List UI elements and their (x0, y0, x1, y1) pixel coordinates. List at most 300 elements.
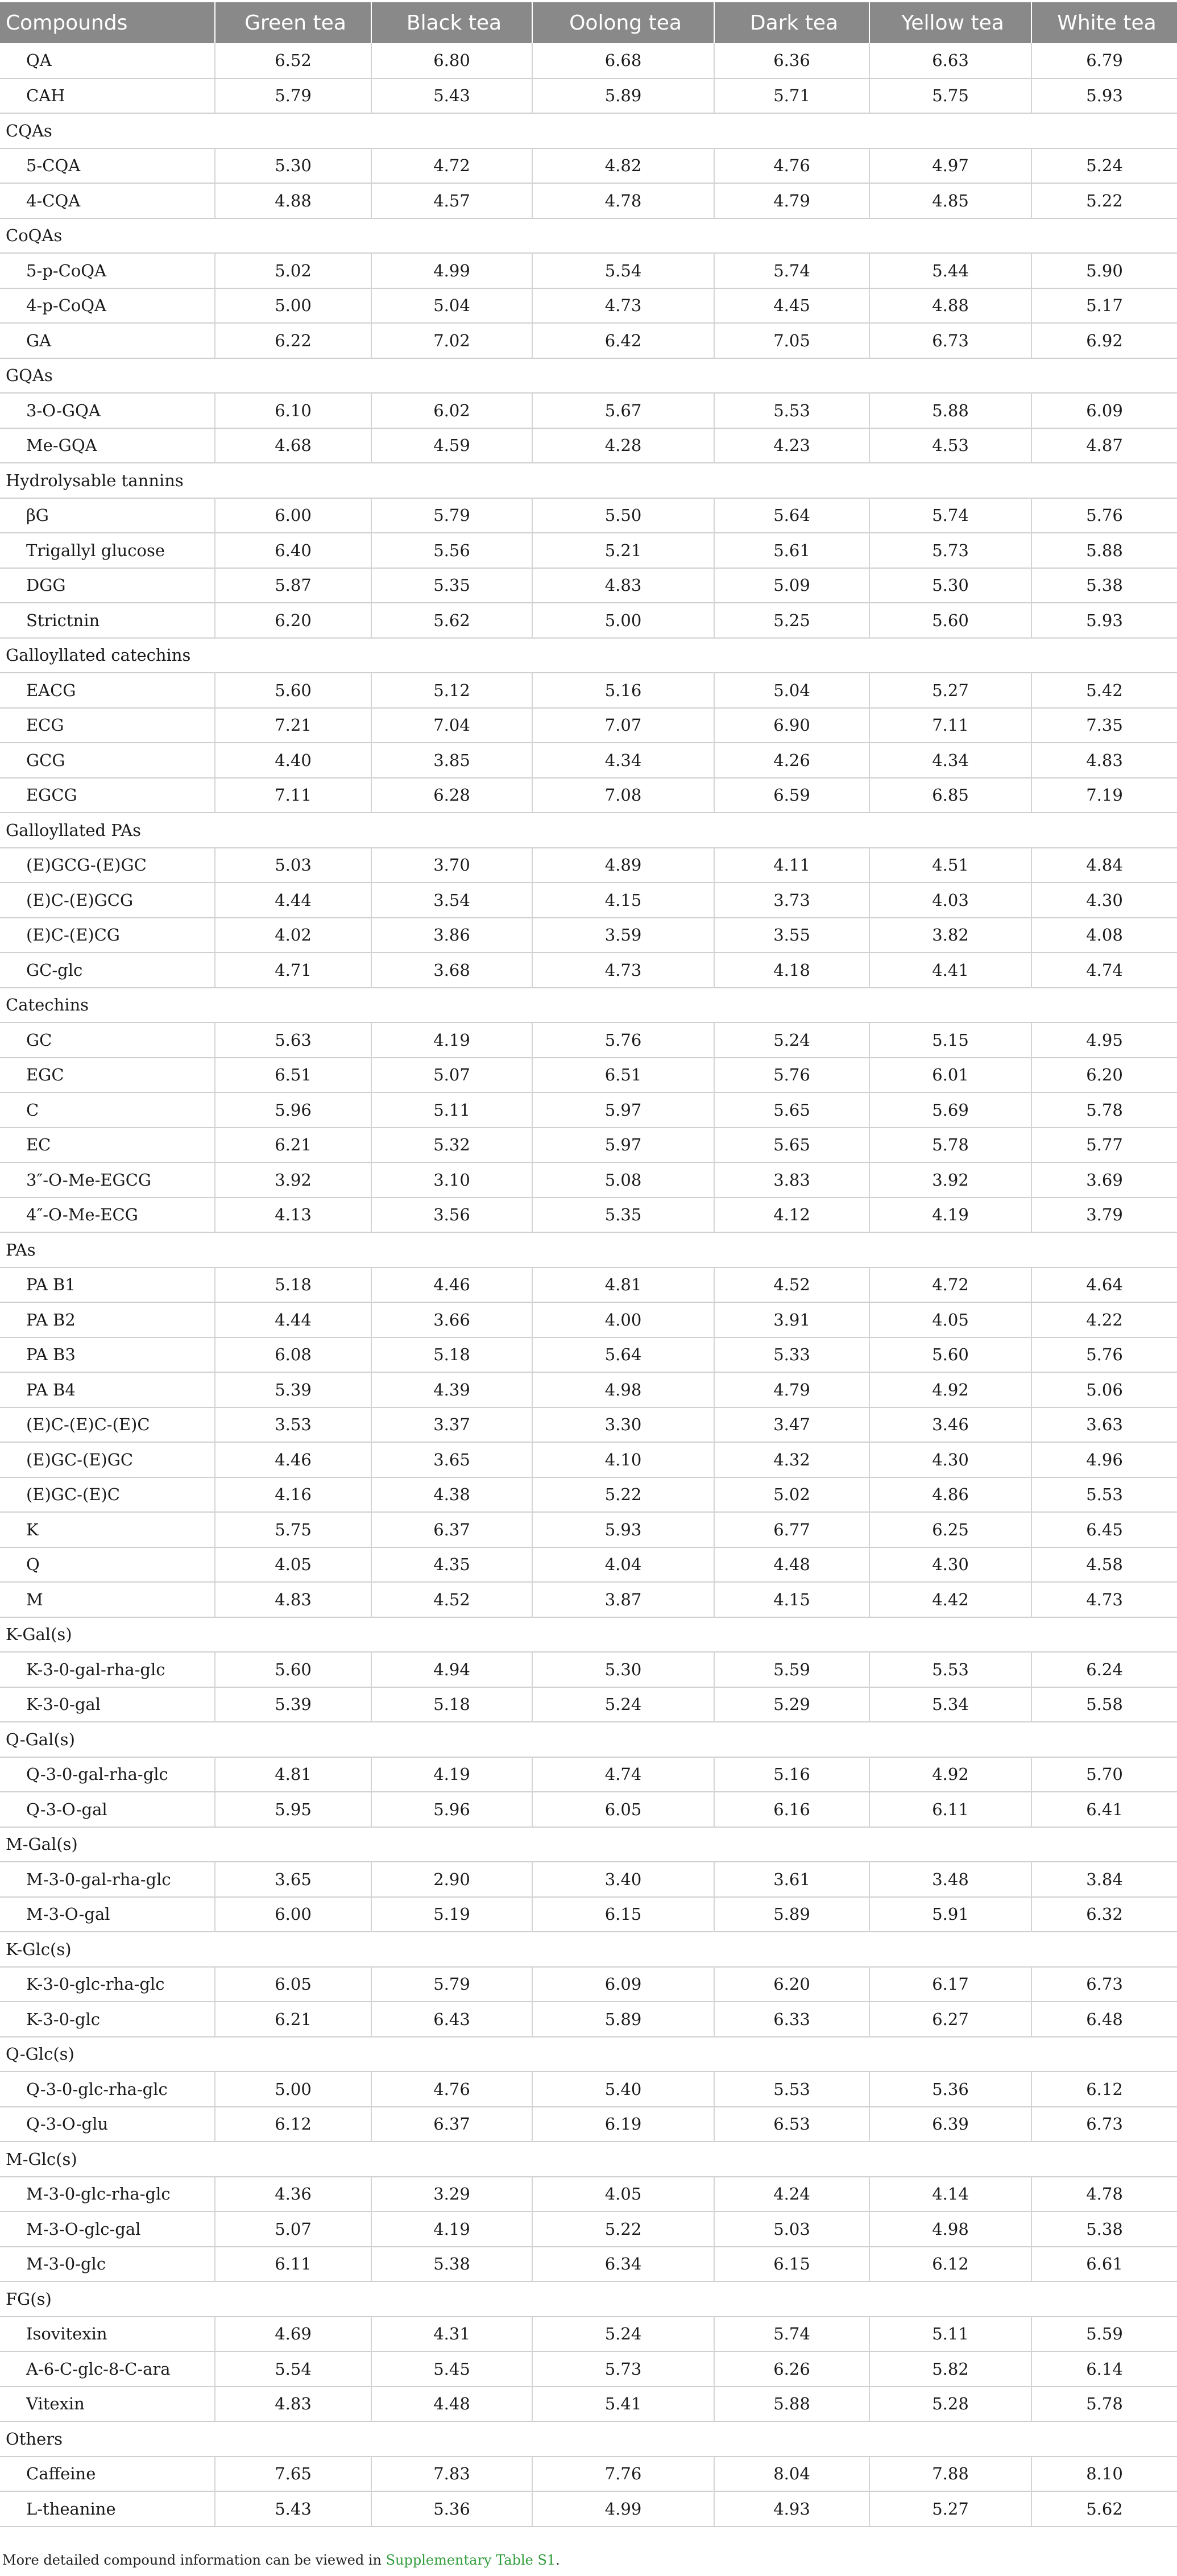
value-cell: 6.21 (215, 2002, 371, 2037)
value-cell: 5.24 (1086, 156, 1123, 176)
value-cell: 5.88 (1086, 540, 1123, 560)
value-cell: 4.08 (1086, 925, 1123, 945)
table-row (0, 1547, 1177, 1583)
compound-name: (E)C-(E)CG (0, 918, 215, 953)
table-row (0, 1058, 1177, 1093)
compound-name: Caffeine (0, 2457, 215, 2492)
value-cell: 4.83 (532, 568, 714, 603)
compound-name: ECG (0, 708, 215, 743)
value-cell: 5.95 (215, 1792, 371, 1827)
value-cell: 7.35 (1086, 715, 1123, 735)
compound-name: 4-p-CoQA (0, 288, 215, 324)
header-row (0, 2, 1177, 43)
value-cell: 4.19 (371, 1757, 532, 1792)
value-cell: 5.79 (371, 1967, 532, 2002)
value-cell: 5.39 (215, 1372, 371, 1407)
value-cell: 4.79 (714, 1372, 869, 1407)
value-cell: 5.39 (215, 1687, 371, 1722)
value-cell: 3.84 (1086, 1869, 1123, 1889)
value-cell: 5.24 (532, 1687, 714, 1722)
value-cell: 6.24 (1086, 1659, 1123, 1679)
value-cell: 5.78 (1086, 1100, 1123, 1120)
value-cell: 4.16 (215, 1477, 371, 1513)
value-cell: 5.90 (1086, 260, 1123, 280)
value-cell: 5.35 (532, 1198, 714, 1233)
value-cell: 7.88 (869, 2457, 1031, 2492)
value-cell: 5.93 (1086, 610, 1123, 630)
value-cell: 5.16 (532, 673, 714, 708)
group-label: CQAs (6, 121, 52, 140)
value-cell: 6.77 (714, 1512, 869, 1547)
value-cell: 5.42 (1086, 680, 1123, 700)
table-row (0, 2211, 1177, 2247)
value-cell: 6.48 (1086, 2009, 1123, 2029)
value-cell: 5.12 (371, 673, 532, 708)
value-cell: 5.76 (714, 1058, 869, 1093)
value-cell: 6.21 (215, 1128, 371, 1163)
table-row (0, 2177, 1177, 2212)
value-cell: 4.71 (215, 952, 371, 988)
compound-name: L-theanine (0, 2491, 215, 2527)
group-row (0, 988, 1177, 1023)
compound-name: Trigallyl glucose (0, 533, 215, 568)
value-cell: 4.78 (1086, 2184, 1123, 2204)
footnote-suffix: . (556, 2552, 560, 2568)
value-cell: 4.99 (532, 2491, 714, 2527)
value-cell: 4.76 (371, 2072, 532, 2107)
value-cell: 5.93 (532, 1512, 714, 1547)
value-cell: 4.44 (215, 1302, 371, 1337)
value-cell: 4.05 (869, 1302, 1031, 1337)
value-cell: 5.75 (215, 1512, 371, 1547)
value-cell: 5.27 (869, 673, 1031, 708)
compound-name: EACG (0, 673, 215, 708)
value-cell: 5.06 (1086, 1380, 1123, 1399)
value-cell: 7.11 (869, 708, 1031, 743)
supplementary-table-link[interactable]: Supplementary Table S1 (386, 2552, 556, 2568)
value-cell: 5.03 (215, 848, 371, 883)
header-dark-tea: Dark tea (714, 2, 869, 43)
value-cell: 8.10 (1086, 2464, 1123, 2484)
table-row (0, 1757, 1177, 1792)
table-row (0, 778, 1177, 813)
value-cell: 4.15 (532, 883, 714, 918)
value-cell: 5.89 (714, 1897, 869, 1932)
value-cell: 6.92 (1086, 330, 1123, 350)
value-cell: 4.73 (1086, 1589, 1123, 1609)
value-cell: 5.76 (1086, 1345, 1123, 1365)
value-cell: 4.89 (532, 848, 714, 883)
value-cell: 3.85 (371, 743, 532, 778)
compound-name: (E)GC-(E)GC (0, 1442, 215, 1477)
value-cell: 7.21 (215, 708, 371, 743)
value-cell: 6.51 (215, 1058, 371, 1093)
value-cell: 5.38 (371, 2247, 532, 2282)
value-cell: 4.05 (215, 1547, 371, 1583)
compound-name: Q-3-0-gal-rha-glc (0, 1757, 215, 1792)
value-cell: 6.73 (1086, 2114, 1123, 2134)
group-label: M-Gal(s) (6, 1834, 78, 1854)
value-cell: 3.61 (714, 1862, 869, 1897)
value-cell: 4.18 (714, 952, 869, 988)
table-row (0, 2491, 1177, 2527)
value-cell: 7.04 (371, 708, 532, 743)
value-cell: 4.35 (371, 1547, 532, 1583)
value-cell: 4.81 (532, 1268, 714, 1303)
compound-name: C (0, 1092, 215, 1128)
value-cell: 6.12 (1086, 2079, 1123, 2099)
value-cell: 3.37 (371, 1407, 532, 1443)
value-cell: 4.57 (371, 183, 532, 218)
value-cell: 4.10 (532, 1442, 714, 1477)
value-cell: 6.02 (371, 393, 532, 428)
value-cell: 4.48 (714, 1547, 869, 1583)
table-row (0, 603, 1177, 638)
compound-name: βG (0, 498, 215, 533)
table-row (0, 952, 1177, 988)
value-cell: 5.18 (215, 1268, 371, 1303)
value-cell: 5.30 (215, 148, 371, 184)
value-cell: 3.70 (371, 848, 532, 883)
compound-name: GCG (0, 743, 215, 778)
compound-name: Isovitexin (0, 2317, 215, 2352)
table-row (0, 1652, 1177, 1687)
value-cell: 4.15 (714, 1582, 869, 1617)
group-label: Others (6, 2429, 63, 2449)
value-cell: 5.70 (1086, 1765, 1123, 1784)
group-row (0, 2037, 1177, 2072)
value-cell: 5.74 (714, 253, 869, 288)
value-cell: 4.52 (371, 1582, 532, 1617)
compound-name: CAH (0, 78, 215, 114)
value-cell: 5.22 (532, 1477, 714, 1513)
value-cell: 5.64 (714, 498, 869, 533)
value-cell: 3.29 (371, 2177, 532, 2212)
compound-name: 5-p-CoQA (0, 253, 215, 288)
compound-name: M (0, 1582, 215, 1617)
value-cell: 7.02 (371, 323, 532, 358)
group-row (0, 1617, 1177, 1653)
value-cell: 4.72 (869, 1268, 1031, 1303)
value-cell: 6.41 (1086, 1799, 1123, 1819)
group-row (0, 2281, 1177, 2317)
value-cell: 4.46 (215, 1442, 371, 1477)
value-cell: 5.79 (371, 498, 532, 533)
value-cell: 5.54 (215, 2351, 371, 2387)
value-cell: 6.19 (532, 2107, 714, 2142)
value-cell: 5.30 (869, 568, 1031, 603)
value-cell: 5.19 (371, 1897, 532, 1932)
value-cell: 4.88 (215, 183, 371, 218)
value-cell: 4.19 (371, 2211, 532, 2247)
value-cell: 6.26 (714, 2351, 869, 2387)
value-cell: 5.03 (714, 2211, 869, 2247)
value-cell: 4.14 (869, 2177, 1031, 2212)
value-cell: 4.58 (1086, 1555, 1123, 1575)
value-cell: 6.25 (869, 1512, 1031, 1547)
value-cell: 4.99 (371, 253, 532, 288)
group-row (0, 1232, 1177, 1268)
value-cell: 5.50 (532, 498, 714, 533)
value-cell: 4.73 (532, 288, 714, 324)
value-cell: 6.20 (1086, 1065, 1123, 1085)
value-cell: 7.19 (1086, 785, 1123, 805)
compound-name: PA B3 (0, 1337, 215, 1373)
value-cell: 5.04 (714, 673, 869, 708)
group-row (0, 813, 1177, 848)
value-cell: 4.68 (215, 428, 371, 463)
value-cell: 5.07 (215, 2211, 371, 2247)
value-cell: 6.32 (1086, 1904, 1123, 1924)
value-cell: 4.34 (869, 743, 1031, 778)
value-cell: 4.98 (869, 2211, 1031, 2247)
value-cell: 5.67 (532, 393, 714, 428)
group-label: K-Glc(s) (6, 1939, 72, 1959)
value-cell: 5.62 (1086, 2499, 1123, 2519)
table-row (0, 2387, 1177, 2422)
compound-name: 5-CQA (0, 148, 215, 184)
value-cell: 6.51 (532, 1058, 714, 1093)
value-cell: 5.30 (532, 1652, 714, 1687)
compound-name: K-3-0-gal (0, 1687, 215, 1722)
table-row (0, 148, 1177, 184)
value-cell: 4.73 (532, 952, 714, 988)
value-cell: 5.78 (869, 1128, 1031, 1163)
value-cell: 7.08 (532, 778, 714, 813)
value-cell: 4.05 (532, 2177, 714, 2212)
footnote-text: More detailed compound information can be viewed in (2, 2552, 386, 2568)
compound-name: 4-CQA (0, 183, 215, 218)
value-cell: 5.36 (869, 2072, 1031, 2107)
value-cell: 5.75 (869, 78, 1031, 114)
value-cell: 6.33 (714, 2002, 869, 2037)
header-oolong-tea: Oolong tea (532, 2, 714, 43)
compound-name: (E)C-(E)GCG (0, 883, 215, 918)
value-cell: 4.72 (371, 148, 532, 184)
group-label: Q-Glc(s) (6, 2044, 74, 2064)
value-cell: 4.30 (869, 1442, 1031, 1477)
value-cell: 6.27 (869, 2002, 1031, 2037)
value-cell: 5.27 (869, 2491, 1031, 2527)
value-cell: 3.40 (532, 1862, 714, 1897)
table-row (0, 1198, 1177, 1233)
compound-name: PA B4 (0, 1372, 215, 1407)
table-row (0, 848, 1177, 883)
value-cell: 6.68 (532, 43, 714, 78)
value-cell: 6.36 (714, 43, 869, 78)
value-cell: 5.88 (869, 393, 1031, 428)
value-cell: 3.73 (714, 883, 869, 918)
value-cell: 5.54 (532, 253, 714, 288)
value-cell: 5.78 (1086, 2394, 1123, 2414)
value-cell: 3.92 (869, 1162, 1031, 1198)
value-cell: 6.73 (1086, 1974, 1123, 1994)
value-cell: 5.24 (532, 2317, 714, 2352)
value-cell: 3.55 (714, 918, 869, 953)
group-label: Q-Gal(s) (6, 1729, 75, 1749)
value-cell: 3.46 (869, 1407, 1031, 1443)
value-cell: 6.14 (1086, 2359, 1123, 2379)
compound-name: Me-GQA (0, 428, 215, 463)
table-row (0, 2072, 1177, 2107)
compound-name: Strictnin (0, 603, 215, 638)
value-cell: 6.00 (215, 1897, 371, 1932)
value-cell: 5.08 (532, 1162, 714, 1198)
value-cell: 6.63 (869, 43, 1031, 78)
value-cell: 4.83 (1086, 750, 1123, 770)
value-cell: 4.51 (869, 848, 1031, 883)
table-row (0, 2002, 1177, 2037)
value-cell: 6.08 (215, 1337, 371, 1373)
value-cell: 5.43 (371, 78, 532, 114)
table-row (0, 393, 1177, 428)
value-cell: 5.16 (714, 1757, 869, 1792)
value-cell: 3.91 (714, 1302, 869, 1337)
value-cell: 5.64 (532, 1337, 714, 1373)
compound-name: DGG (0, 568, 215, 603)
compound-name: 3-O-GQA (0, 393, 215, 428)
value-cell: 4.76 (714, 148, 869, 184)
header-white-tea: White tea (1031, 2, 1177, 43)
table-row (0, 323, 1177, 358)
value-cell: 4.98 (532, 1372, 714, 1407)
value-cell: 5.24 (714, 1022, 869, 1058)
compound-name: Q-3-0-glc-rha-glc (0, 2072, 215, 2107)
table-row (0, 43, 1177, 78)
table-row (0, 183, 1177, 218)
value-cell: 5.18 (371, 1337, 532, 1373)
compound-name: M-3-0-glc (0, 2247, 215, 2282)
header-black-tea: Black tea (371, 2, 532, 43)
value-cell: 6.22 (215, 323, 371, 358)
value-cell: 4.97 (869, 148, 1031, 184)
value-cell: 4.23 (714, 428, 869, 463)
compound-name: PA B2 (0, 1302, 215, 1337)
value-cell: 4.79 (714, 183, 869, 218)
value-cell: 3.66 (371, 1302, 532, 1337)
group-label: FG(s) (6, 2289, 52, 2309)
value-cell: 6.15 (532, 1897, 714, 1932)
table-footnote (2, 2552, 560, 2568)
value-cell: 5.29 (714, 1687, 869, 1722)
value-cell: 7.07 (532, 708, 714, 743)
value-cell: 4.83 (215, 2387, 371, 2422)
value-cell: 6.73 (869, 323, 1031, 358)
value-cell: 6.05 (532, 1792, 714, 1827)
value-cell: 4.31 (371, 2317, 532, 2352)
value-cell: 3.48 (869, 1862, 1031, 1897)
value-cell: 5.15 (869, 1022, 1031, 1058)
value-cell: 5.53 (714, 2072, 869, 2107)
value-cell: 3.10 (371, 1162, 532, 1198)
value-cell: 4.82 (532, 148, 714, 184)
value-cell: 5.96 (371, 1792, 532, 1827)
group-row (0, 638, 1177, 673)
value-cell: 5.89 (532, 78, 714, 114)
value-cell: 7.11 (215, 778, 371, 813)
group-label: M-Glc(s) (6, 2149, 77, 2169)
value-cell: 4.85 (869, 183, 1031, 218)
value-cell: 5.97 (532, 1128, 714, 1163)
value-cell: 4.95 (1086, 1030, 1123, 1050)
value-cell: 5.45 (371, 2351, 532, 2387)
value-cell: 4.48 (371, 2387, 532, 2422)
value-cell: 5.89 (532, 2002, 714, 2037)
table-row (0, 1477, 1177, 1513)
group-row (0, 1932, 1177, 1967)
table-row (0, 708, 1177, 743)
value-cell: 4.88 (869, 288, 1031, 324)
value-cell: 6.79 (1086, 51, 1123, 71)
value-cell: 4.94 (371, 1652, 532, 1687)
group-label: K-Gal(s) (6, 1625, 72, 1645)
value-cell: 5.02 (714, 1477, 869, 1513)
value-cell: 6.12 (869, 2247, 1031, 2282)
value-cell: 6.34 (532, 2247, 714, 2282)
group-label: GQAs (6, 366, 53, 386)
value-cell: 6.00 (215, 498, 371, 533)
value-cell: 5.58 (1086, 1695, 1123, 1714)
group-row (0, 113, 1177, 148)
value-cell: 4.74 (1086, 960, 1123, 980)
value-cell: 5.02 (215, 253, 371, 288)
compound-name: EGC (0, 1058, 215, 1093)
value-cell: 4.30 (869, 1547, 1031, 1583)
value-cell: 5.97 (532, 1092, 714, 1128)
value-cell: 5.76 (532, 1022, 714, 1058)
value-cell: 5.93 (1086, 86, 1123, 106)
value-cell: 5.71 (714, 78, 869, 114)
table-row (0, 428, 1177, 463)
group-row (0, 1722, 1177, 1757)
table-row (0, 2107, 1177, 2142)
table-row (0, 533, 1177, 568)
value-cell: 5.00 (215, 2072, 371, 2107)
value-cell: 4.30 (1086, 890, 1123, 910)
value-cell: 5.87 (215, 568, 371, 603)
value-cell: 5.73 (532, 2351, 714, 2387)
value-cell: 5.56 (371, 533, 532, 568)
value-cell: 4.39 (371, 1372, 532, 1407)
value-cell: 6.80 (371, 43, 532, 78)
value-cell: 3.47 (714, 1407, 869, 1443)
value-cell: 4.87 (1086, 436, 1123, 455)
value-cell: 4.96 (1086, 1449, 1123, 1469)
value-cell: 4.02 (215, 918, 371, 953)
table-row (0, 743, 1177, 778)
value-cell: 5.00 (215, 288, 371, 324)
value-cell: 2.90 (371, 1862, 532, 1897)
value-cell: 3.82 (869, 918, 1031, 953)
value-cell: 3.83 (714, 1162, 869, 1198)
compound-name: PA B1 (0, 1268, 215, 1303)
value-cell: 5.69 (869, 1092, 1031, 1128)
value-cell: 6.11 (215, 2247, 371, 2282)
table-row (0, 1897, 1177, 1932)
table-row (0, 1792, 1177, 1827)
compounds-table (0, 2, 1177, 2527)
table-row (0, 1687, 1177, 1722)
header-compounds: Compounds (0, 2, 215, 43)
table-row (0, 2351, 1177, 2387)
table-row (0, 883, 1177, 918)
table-row (0, 253, 1177, 288)
group-row (0, 2142, 1177, 2177)
compound-name: M-3-O-gal (0, 1897, 215, 1932)
compound-name: QA (0, 43, 215, 78)
group-label: Hydrolysable tannins (6, 470, 184, 490)
group-label: Galloyllated catechins (6, 645, 191, 665)
